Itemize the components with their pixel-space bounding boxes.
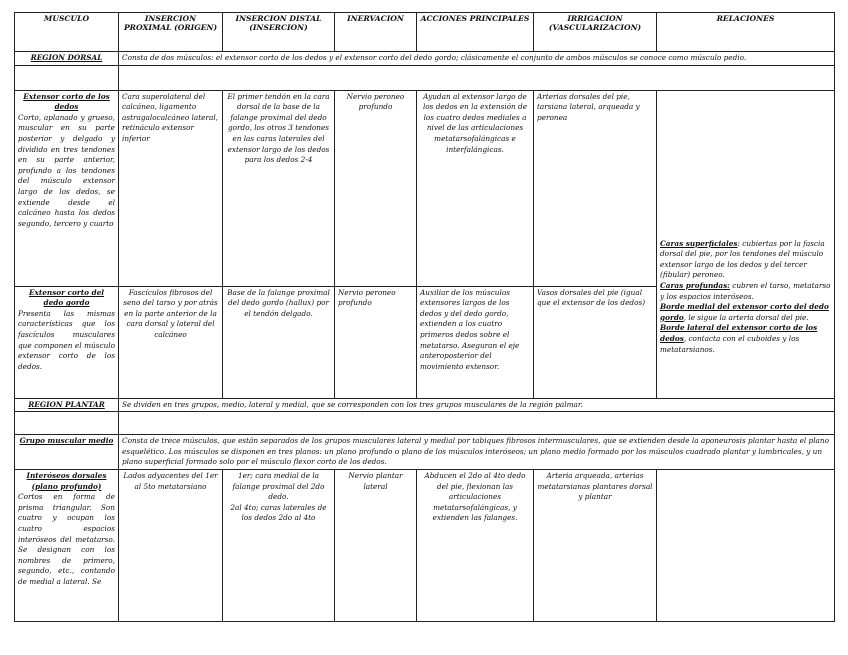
relaciones-borde-lateral-text: , contacta con el cuboides y los metatarsianos. — [660, 333, 800, 354]
spacer-row — [15, 65, 835, 90]
extensor-gordo-distal: Base de la falange proximal del dedo gordo (hallux) por el tendón delgado. — [223, 286, 335, 398]
spacer-row — [15, 412, 835, 435]
header-musculo: MUSCULO — [15, 13, 119, 52]
header-distal: INSERCION DISTAL (INSERCION) — [223, 13, 335, 52]
extensor-gordo-cell — [15, 286, 119, 398]
extensor-gordo-title: Extensor corto del dedo gordo — [28, 287, 105, 308]
relaciones-borde-medial-label: Borde medial del extensor corto del dedo gordo — [660, 302, 829, 322]
relaciones-superficiales-text: : cubiertas por la fascia dorsal del pie, por los tendones del músculo extensor largo de los dedos y del tercer (fibular) peroneo. — [660, 238, 825, 280]
relaciones-profundas-text: cubren el tarso, metatarso y los espacios interóseos. — [660, 280, 831, 301]
relaciones-superficiales-label: Caras superficiales — [660, 238, 738, 248]
extensor-dedos-distal: El primer tendón en la cara dorsal de la base de la falange proximal del dedo gordo, los otros 3 tendones en las caras laterales del extensor largo de los dedos para los dedos 2-4 — [223, 90, 335, 286]
header-row — [15, 13, 835, 52]
relaciones-borde-medial-text: , le sigue la arteria dorsal del pie. — [683, 312, 809, 322]
interoseos-description: Cortos en forma de prisma triangular. Son cuatro y ocupan los cuatro espacios interóseos del metatarso. Se designan con los nombres de primero, segundo, etc., contando de medial a lateral. Se — [18, 492, 115, 586]
extensor-dedos-acciones: Ayudan al extensor largo de los dedos en la extensión de los cuatro dedos mediales a nivel de las articulaciones metatarsofalángicas e interfalángicas. — [417, 90, 534, 286]
extensor-gordo-irrigacion: Vasos dorsales del pie (igual que el extensor de los dedos) — [534, 286, 657, 398]
interoseos-acciones: Abducen el 2do al 4to dedo del pie, flexionan las articulaciones metatarsofalángicas, y extienden las falanges. — [417, 469, 534, 621]
interoseos-distal-1: 1er; cara medial de la falange proximal del 2do dedo. — [232, 470, 325, 502]
interoseos-irrigacion: Arteria arqueada, arterias metatarsianas plantares dorsal y plantar — [534, 469, 657, 621]
relaciones-borde-lateral-label: Borde lateral del extensor corto de los dedos — [660, 323, 818, 343]
grupo-medio-text: Consta de trece músculos, que están separados de los grupos musculares lateral y medial por tabiques fibrosos intermusculares, que se extienden desde la aponeurosis plantar hasta el plano esquelético. Los músculos se disponen en tres planos: un plano profundo o plano de los músculos interóseos; un plano medio formado por los músculos cuadrado plantar y lumbricales, y un plano superficial formado solo por el músculo flexor corto de los dedos. — [119, 435, 835, 470]
region-plantar-text: Se dividen en tres grupos, medio, lateral y medial, que se corresponden con los tres grupos musculares de la región palmar. — [119, 398, 835, 412]
interoseos-row — [15, 469, 835, 621]
header-relaciones: RELACIONES — [657, 13, 835, 52]
interoseos-inervacion: Nervio plantar lateral — [335, 469, 417, 621]
extensor-dedos-inervacion: Nervio peroneo profundo — [335, 90, 417, 286]
relaciones-cell — [657, 90, 835, 398]
extensor-dedos-irrigacion: Arterias dorsales del pie, tarsiana lateral, arqueada y peronea — [534, 90, 657, 286]
extensor-dedos-title: Extensor corto de los dedos — [23, 91, 110, 112]
region-plantar-label: REGION PLANTAR — [15, 398, 119, 412]
grupo-medio-row — [15, 435, 835, 470]
relaciones-profundas-label: Caras profundas: — [660, 280, 730, 290]
extensor-dedos-description: Corto, aplanado y grueso, muscular en su parte posterior y delgado y dividido en tres tendones en su parte anterior, profundo a los tendones del músculo extensor largo de los dedos, se extiende desde el calcáneo hasta los dedos segundo, tercero y cuarto — [18, 112, 115, 228]
document-page — [14, 12, 834, 622]
extensor-dedos-proximal: Cara superolateral del calcáneo, ligamento astragalocalcáneo lateral, retináculo extensor inferior — [119, 90, 223, 286]
interoseos-relaciones — [657, 469, 835, 621]
extensor-gordo-description: Presenta las mismas características que los fascículos musculares que componen el músculo extensor corto de los dedos. — [18, 308, 115, 371]
interoseos-cell — [15, 469, 119, 621]
extensor-dedos-cell — [15, 90, 119, 286]
extensor-gordo-inervacion: Nervio peroneo profundo — [335, 286, 417, 398]
interoseos-proximal: Lados adyacentes del 1er al 5to metatarsiano — [119, 469, 223, 621]
region-dorsal-label: REGION DORSAL — [15, 52, 119, 66]
region-dorsal-row — [15, 52, 835, 66]
extensor-gordo-acciones: Auxiliar de los músculos extensores largos de los dedos y del dedo gordo, extienden a los cuatro primeros dedos sobre el metatarso. Aseguran el eje anteroposterior del movimiento extensor. — [417, 286, 534, 398]
interoseos-distal-2: 2al 4to; caras laterales de los dedos 2do al 4to — [230, 502, 327, 523]
header-proximal: INSERCION PROXIMAL (ORIGEN) — [119, 13, 223, 52]
header-irrigacion: IRRIGACION (VASCULARIZACION) — [534, 13, 657, 52]
interoseos-title: Interóseos dorsales (plano profundo) — [26, 470, 107, 491]
header-inervacion: INERVACION — [335, 13, 417, 52]
region-plantar-row — [15, 398, 835, 412]
interoseos-distal — [223, 469, 335, 621]
muscle-table — [14, 12, 835, 622]
header-acciones: ACCIONES PRINCIPALES — [417, 13, 534, 52]
grupo-medio-label: Grupo muscular medio — [15, 435, 119, 470]
region-dorsal-text: Consta de dos músculos: el extensor corto de los dedos y el extensor corto del dedo gordo; clásicamente el conjunto de ambos músculos se conoce como músculo pedio. — [119, 52, 835, 66]
extensor-dedos-row — [15, 90, 835, 286]
extensor-gordo-proximal: Fascículos fibrosos del seno del tarso y por atrás en la parte anterior de la cara dorsal y lateral del calcáneo — [119, 286, 223, 398]
